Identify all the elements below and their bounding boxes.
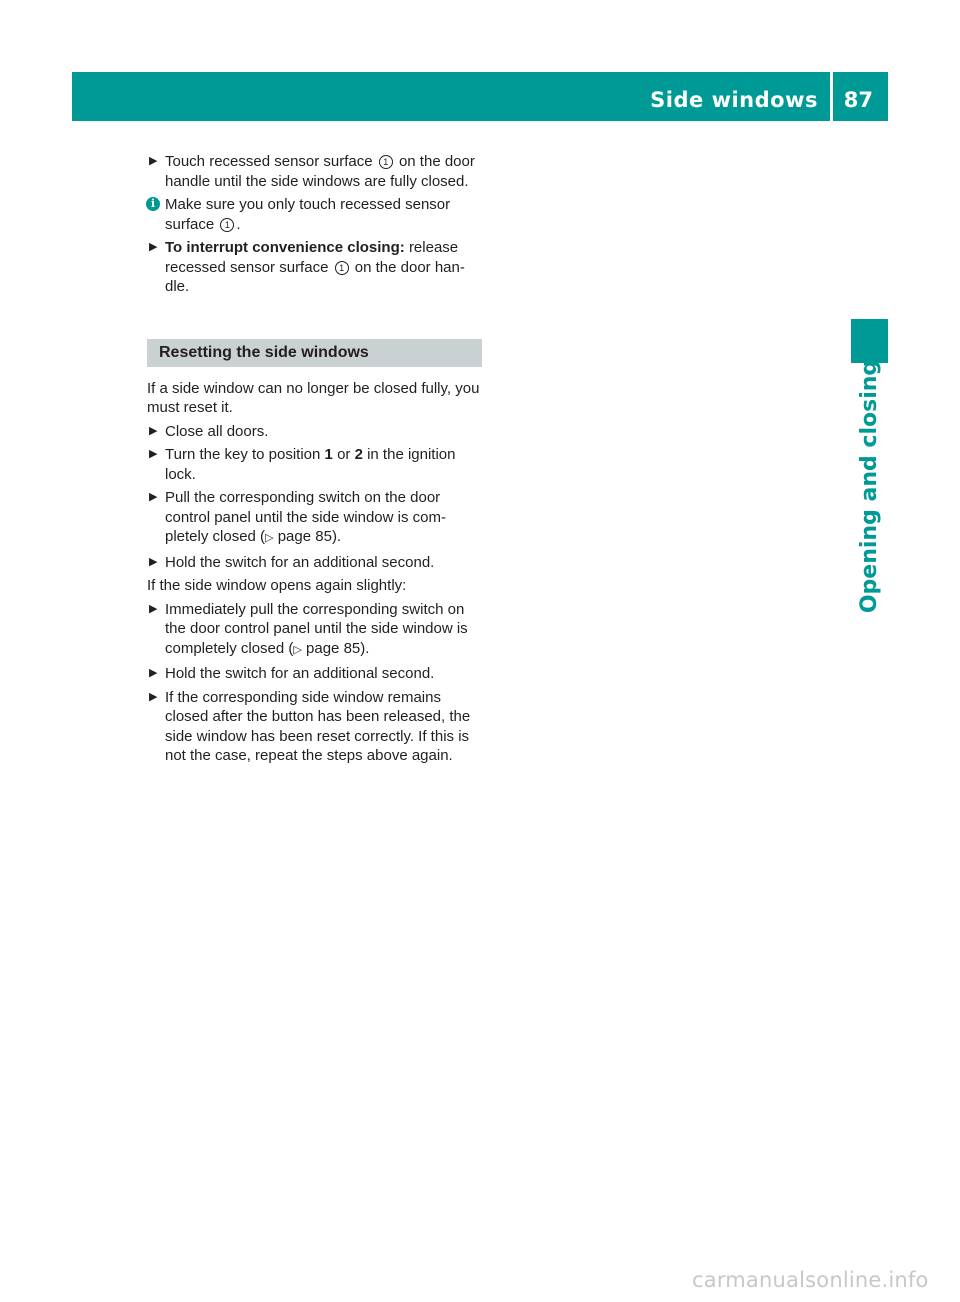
marker-1-icon: 1: [220, 218, 234, 232]
instruction-step: [147, 422, 482, 442]
marker-1-icon: 1: [379, 155, 393, 169]
step-arrow-icon: ▶: [149, 555, 158, 568]
main-content: [147, 152, 482, 770]
step-text: Turn the key to position: [165, 446, 321, 463]
instruction-step: [147, 238, 482, 297]
step-text: in the ignition lock.: [165, 446, 456, 483]
step-arrow-icon: ▶: [149, 424, 158, 437]
step-arrow-icon: ▶: [149, 155, 158, 167]
paragraph: If the side window opens again slightly:: [147, 577, 407, 594]
instruction-step: [147, 488, 482, 549]
instruction-step: [147, 664, 482, 684]
step-text: If the corresponding side window remains closed after the button has been released, the side window has been reset correctly. If this is not the case, repeat the steps above again.: [165, 688, 471, 764]
step-text: Immediately pull the corresponding switch on the door control panel until the side window is completely closed (: [165, 600, 468, 657]
section-heading: Resetting the side windows: [147, 339, 482, 367]
chapter-label-text: Opening and closing: [857, 359, 883, 613]
instruction-step: [147, 600, 482, 661]
step-arrow-icon: ▶: [149, 448, 158, 460]
chapter-tab-marker: [851, 319, 888, 363]
step-text: release recessed sensor surface: [165, 239, 459, 276]
step-text: Hold the switch for an additional second.: [165, 553, 435, 571]
step-text: on the door handle until the side windows are fully closed.: [165, 153, 475, 190]
marker-1-icon: 1: [335, 261, 349, 275]
page-number: 87: [843, 88, 873, 112]
step-text: or: [337, 446, 351, 463]
note-text: Make sure you only touch recessed sensor surface: [165, 196, 451, 233]
instruction-step: [147, 688, 482, 766]
page-reference-icon: ▷: [293, 643, 302, 656]
watermark: carmanualsonline.info: [692, 1268, 929, 1292]
page-section-title: Side windows: [650, 88, 818, 112]
step-text: Pull the corresponding switch on the door control panel until the side window is com-pletely closed (: [165, 489, 446, 545]
instruction-step: [147, 553, 482, 573]
step-text: Touch recessed sensor surface: [165, 153, 373, 170]
header-bar: [72, 72, 888, 121]
step-arrow-icon: ▶: [149, 491, 158, 503]
step-text: ).: [331, 528, 342, 545]
page-reference-link[interactable]: page 85: [306, 639, 361, 657]
position-value: 1: [324, 446, 333, 463]
step-label: To interrupt convenience closing:: [165, 239, 405, 256]
step-arrow-icon: ▶: [149, 667, 158, 679]
step-text: ).: [360, 639, 370, 657]
info-icon: i: [146, 197, 160, 211]
step-text: Hold the switch for an additional second.: [165, 665, 435, 682]
header-divider: [830, 72, 833, 121]
paragraph: If a side window can no longer be closed fully, you must reset it.: [147, 379, 480, 416]
chapter-label: [855, 359, 885, 613]
instruction-step: [147, 445, 482, 484]
note-text: .: [236, 215, 241, 233]
step-text: on the door han-dle.: [165, 258, 465, 295]
step-arrow-icon: ▶: [149, 241, 158, 253]
page-reference-icon: ▷: [265, 532, 274, 544]
info-note: [147, 195, 482, 234]
page-reference-link[interactable]: page 85: [277, 528, 332, 545]
step-arrow-icon: ▶: [149, 602, 158, 615]
step-arrow-icon: ▶: [149, 690, 158, 703]
instruction-step: [147, 152, 482, 191]
step-text: Close all doors.: [165, 422, 269, 440]
position-value: 2: [354, 446, 363, 463]
